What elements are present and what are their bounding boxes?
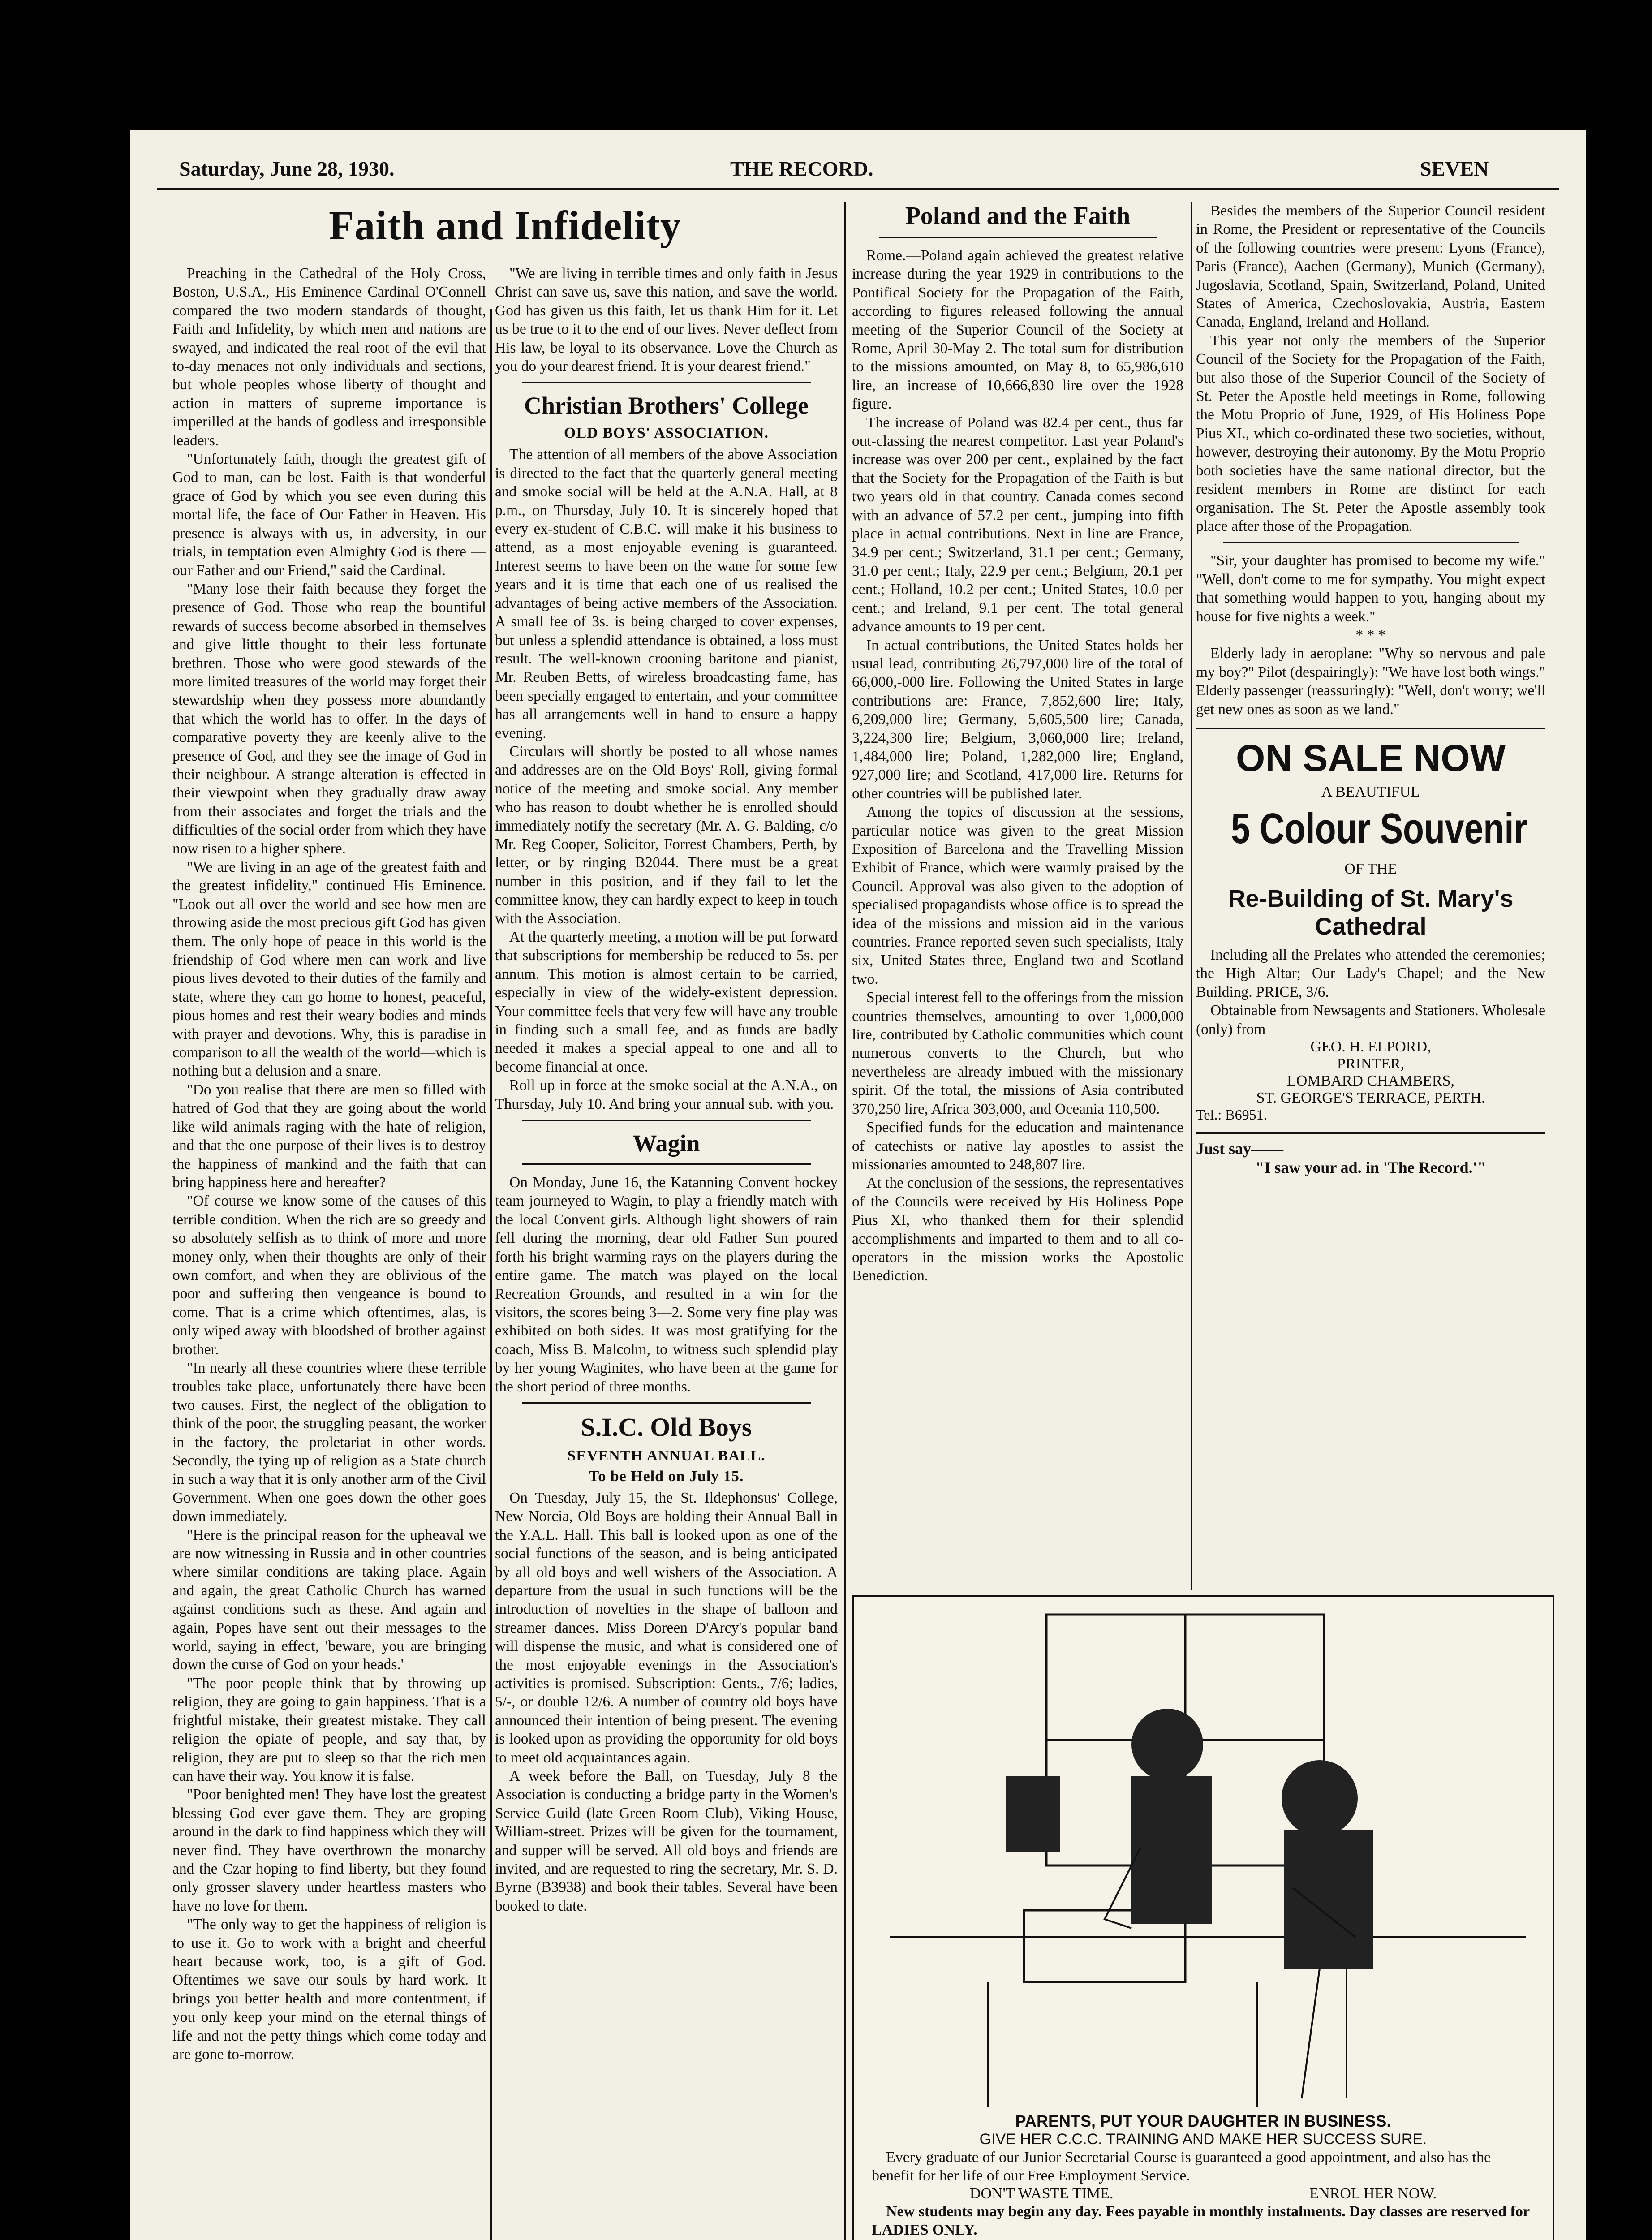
paragraph: On Monday, June 16, the Katanning Convent hockey team journeyed to Wagin, to play a friendly match with the local Convent girls. Although light showers of rain fell during the morning, dear old Father Sun poured forth his bright warming rays on the players during the entire game. The match was played on the local Recreation Grounds, and resulted in a win for the visitors, the scores being 3—2. Some very fine play was exhibited on both sides. It was most gratifying for the coach, Miss B. Malcolm, to witness such splendid play by her young Waginites, who have been at the game for the short period of three months. [495,1174,838,1395]
column-four [1196,202,1545,1177]
joke: "Sir, your daughter has promised to become my wife." "Well, don't come to me for sympathy. You might expect that something would happen to you, hanging about my house for five nights a week." [1196,552,1545,625]
souvenir-headline: ON SALE NOW [1236,737,1506,779]
paragraph: "Many lose their faith because they forget the presence of God. Those who reap the bountiful rewards of success become absorbed in themselves and give little thought to their less fortunate brethren. Those who were good stewards of the more limited treasures of the world may forget their stewardship when they possess more abundantly that which the world has to offer. In the days of comparative poverty they are keenly alive to the presence of God, and they see the image of God in their neighbour. A strange alteration is effected in their viewpoint when they gradually draw away from their associates and forget the trials and the difficulties of the social order from which they have now risen to a higher sphere. [172,580,486,857]
souvenir-big-title: 5 Colour Souvenir [1231,804,1527,853]
paragraph: Roll up in force at the smoke social at the A.N.A., on Thursday, July 10. And bring your annual sub. with you. [495,1077,838,1112]
paragraph: Preaching in the Cathedral of the Holy Cross, Boston, U.S.A., His Eminence Cardinal O'Connell compared the two modern standards of thought, Faith and Infidelity, by which men and nations are swayed, and indicated the real root of the evil that to-day menaces not only individuals and sections, but whole peoples whose liberty of thought and action in matters of supreme importance is imperilled at the hands of godless and irresponsible leaders. [172,265,486,449]
paragraph: The attention of all members of the above Association is directed to the fact that the quarterly general meeting and smoke social will be held at the A.N.A. Hall, at 8 p.m., on Thursday, July 10. It is sincerely hoped that every ex-student of C.B.C. will make it his business to attend, as a most enjoyable evening is guaranteed. Interest seems to have been on the wane for some few years and it is time that each one of us realised the advantages of being active members of the Association. A small fee of 3s. is being charged to cover expenses, but unless a splendid attendance is obtained, a loss must result. The well-known crooning baritone and pianist, Mr. Reuben Betts, of wireless broadcasting fame, has been specially engaged to entertain, and your committee has all arrangements well in hand to ensure a happy evening. [495,446,838,741]
sic-subtitle: SEVENTH ANNUAL BALL. [567,1447,766,1464]
college-ad [852,1595,1554,2240]
paragraph: Besides the members of the Superior Council resident in Rome, the President or representative of the Councils of the following countries were present: Lyons (France), Paris (France), Aachen (Germany), Munich (Germany), Jugoslavia, Scotland, Spain, Switzerland, Poland, United States of America, Czechoslovakia, Austria, Eastern Canada, England, Ireland and Holland. [1196,202,1545,331]
souvenir-line1: A BEAUTIFUL [1321,783,1420,800]
souvenir-body: Including all the Prelates who attended the ceremonies; the High Altar; Our Lady's Chapel; and the New Building. PRICE, 3/6. [1196,946,1545,1000]
paragraph: A week before the Ball, on Tuesday, July 8 the Association is conducting a bridge party in the Women's Service Guild (late Green Room Club), Viking House, William-street. Prizes will be given for the tournament, and supper will be served. All old boys and friends are invited, and are requested to ring the secretary, Mr. S. D. Byrne (B3938) and book their tables. Several have been booked to date. [495,1768,838,1914]
joke-separator: * * * [1355,626,1386,643]
souvenir-of-the: OF THE [1344,860,1397,877]
paragraph: Special interest fell to the offerings from the mission countries themselves, amounting to over 1,000,000 lire, contributed by Catholic communities which count numerous converts to the Church, but who nevertheless are already imbued with the missionary spirit. Of the total, the missions of Asia contributed 370,250 lire, Africa 303,000, and Oceania 110,500. [852,989,1183,1117]
paragraph: "Do you realise that there are men so filled with hatred of God that they are going about the world like wild animals raging with the hate of religion, and that the one purpose of their lives is to destroy the happiness of mankind and the faith that can bring happiness here and hereafter? [172,1081,486,1191]
column-rule [844,202,846,2240]
issue-date: Saturday, June 28, 1930. [179,157,395,180]
college-enrol: ENROL HER NOW. [1309,2185,1437,2202]
joke: Elderly lady in aeroplane: "Why so nervous and pale my boy?" Pilot (despairingly): "We have lost both wings." Elderly passenger (reassuringly): "Well, don't worry; we'll get new ones as soon as we land." [1196,645,1545,718]
souvenir-ad [1196,728,1545,1123]
wagin-title: Wagin [632,1130,700,1157]
column-rule [490,309,492,2240]
section-rule [879,237,1157,238]
souvenir-address2: ST. GEORGE'S TERRACE, PERTH. [1256,1090,1485,1106]
paragraph: The increase of Poland was 82.4 per cent., thus far out-classing the nearest competitor. Last year Poland's increase was over 200 per cent., explained by the fact that the Society for the Propagation of the Faith is but two years old in that country. Canada comes second with an advance of 57.2 per cent., jumping into fifth place in actual contributions. Next in line are France, 34.9 per cent.; Switzerland, 31.1 per cent.; Germany, 31.0 per cent.; Italy, 22.9 per cent.; Belgium, 20.1 per cent.; Holland, 10.2 per cent.; United States, 10.0 per cent.; and Ireland, 9.1 per cent. The total general advance amounts to 19 per cent. [852,414,1183,635]
paragraph: "The poor people think that by throwing up religion, they are going to gain happiness. That is a frightful mistake, their greatest mistake. They call religion the opiate of people, and say that, by religion, they are put to sleep so that the rich men can have their way. You know it is false. [172,1675,486,1784]
paragraph: At the quarterly meeting, a motion will be put forward that subscriptions for membership be reduced to 5s. per annum. This motion is almost certain to be carried, especially in view of the widely-existent depression. Your committee feels that very few will have any trouble in finding such a small fee, and as funds are badly needed it makes a special appeal to one and all to become financial at once. [495,929,838,1075]
paragraph: On Tuesday, July 15, the St. Ildephonsus' College, New Norcia, Old Boys are holding their Annual Ball in the Y.A.L. Hall. This ball is looked upon as one of the social functions of the season, and is being anticipated by all old boys and well wishers of the Association. A departure from the usual in such functions will be the introduction of novelties in the shape of balloon and streamer dances. Miss Doreen D'Arcy's popular band will dispense the music, and what is considered one of the most enjoyable evenings in the Association's activities is promised. Subscription: Gents., 7/6; ladies, 5/-, or double 12/6. A number of country old boys have announced their intention of being present. The evening is looked upon as providing the opportunity for old boys to meet old acquaintances again. [495,1489,838,1766]
faith-article-title-area [172,202,838,257]
souvenir-publisher: GEO. H. ELPORD, [1310,1038,1431,1055]
newspaper-page [130,130,1586,2240]
college-dont-waste: DON'T WASTE TIME. [969,2185,1114,2202]
paragraph: "The only way to get the happiness of religion is to use it. Go to work with a bright and cheerful heart because work, too, is a gift of God. Oftentimes we save our souls by hard work. It brings you better health and more contentment, if you only keep your mind on the eternal things of life and not the petty things which come today and are gone to-morrow. [172,1916,486,2063]
faith-article [172,264,486,2063]
column-rule [1191,202,1192,1590]
sic-date: To be Held on July 15. [589,1468,744,1485]
section-rule [522,1120,811,1121]
section-rule [522,1402,811,1404]
paragraph: Circulars will shortly be posted to all whose names and addresses are on the Old Boys' Roll, giving formal notice of the meeting and smoke social. Any member who has reason to doubt whether he is enrolled should immediately notify the secretary (Mr. A. G. Balding, c/o Mr. Reg Cooper, Solicitor, Forrest Chambers, Perth, by letter, or by ringing B2044. There must be a great number in this position, and if they fail to let the committee know, they can hardly expect to keep in touch with the Association. [495,743,838,927]
souvenir-subject: Re-Building of St. Mary's Cathedral [1228,885,1514,940]
faith-title: Faith and Infidelity [329,202,681,248]
header-rule [157,188,1559,190]
college-ad-text [854,2112,1553,2240]
section-rule [1223,542,1519,543]
section-rule [522,1163,811,1165]
cbc-title: Christian Brothers' College [524,392,809,419]
paragraph: "In nearly all these countries where these terrible troubles take place, unfortunately there have been two causes. First, the neglect of the obligation to think of the poor, the struggling peasant, the worker in the factory, the proletariat in other words. Secondly, the tying up of religion as a State church in such a way that it is only another arm of the Civil Government. When one goes down the other goes down immediately. [172,1359,486,1525]
paragraph: "Unfortunately faith, though the greatest gift of God to man, can be lost. Faith is that wonderful grace of God by which you see even during this mortal life, the face of Our Father in Heaven. His presence is always with us, in adversity, in our trials, in temptation even Almighty God is there —our Father and our Friend," said the Cardinal. [172,451,486,579]
paragraph: "Of course we know some of the causes of this terrible condition. When the rich are so greedy and so absolutely selfish as to think of more and more money only, when their thoughts are only of their own comfort, and when they are oblivious of the poor and suffering then vengeance is bound to come. That is a crime which oftentimes, alas, is only wiped away with bloodshed of brother against brother. [172,1193,486,1358]
typist-illustration [854,1597,1544,2112]
just-say-box [1196,1132,1545,1177]
just-say-line2: "I saw your ad. in 'The Record.'" [1255,1159,1486,1176]
paragraph: "We are living in terrible times and only faith in Jesus Christ can save us, save this nation, and save the world. God has given us this faith, let us thank Him for it. Let us be true to it to the end of our lives. Never deflect from His law, be loyal to its observance. Love the Church as you do your dearest friend. It is your dearest friend." [495,265,838,375]
just-say-line1: Just say—— [1196,1140,1284,1158]
college-new-students: New students may begin any day. Fees payable in monthly instalments. Day classes are reserved for LADIES ONLY. [872,2203,1530,2239]
souvenir-obtainable: Obtainable from Newsagents and Stationers. Wholesale (only) from [1196,1002,1545,1038]
paragraph: Specified funds for the education and maintenance of catechists or native lay apostles to assist the missionaries amounted to 248,807 lire. [852,1119,1183,1173]
souvenir-printer: PRINTER, [1337,1055,1405,1072]
column-two [495,264,838,1915]
poland-title: Poland and the Faith [905,202,1131,230]
masthead: THE RECORD. [730,157,873,180]
section-rule [522,382,811,383]
college-headline: PARENTS, PUT YOUR DAUGHTER IN BUSINESS. [1015,2112,1391,2130]
cbc-subtitle: OLD BOYS' ASSOCIATION. [564,425,769,442]
paragraph: This year not only the members of the Superior Council of the Society for the Propagation of the Faith, but also those of the Superior Council of the Society of St. Peter the Apostle held meetings in Rome, following the Motu Proprio of June, 1929, of His Holiness Pope Pius XI., which co-ordinated these two societies, without, however, destroying their autonomy. By the Motu Proprio both societies have the same national director, but the resident members in Rome are distinct for each organisation. The St. Peter the Apostle assembly took place after those of the Propagation. [1196,332,1545,534]
sic-title: S.I.C. Old Boys [581,1412,752,1442]
paragraph: "We are living in an age of the greatest faith and the greatest infidelity," continued His Eminence. "Look out all over the world and see how men are throwing aside the most precious gift God has given them. The only hope of peace in this world is the friendship of God where men can work and live pious lives devoted to their duties of the family and state, where they can go home to honest, peaceful, pious homes and rest their weary bodies and minds with prayer and devotions. Why, this is paradise in comparison to all the wealth of the world—which is nothing but a delusion and a snare. [172,859,486,1080]
souvenir-tel: Tel.: B6951. [1196,1107,1267,1123]
paragraph: "Here is the principal reason for the upheaval we are now witnessing in Russia and in other countries where similar conditions are taking place. Again and again, the great Catholic Church has warned against conditions such as these. And again and again, Popes have sent out their messages to the world, saying in effect, 'beware, you are bringing down the curse of God on your heads.' [172,1526,486,1673]
college-body: Every graduate of our Junior Secretarial Course is guaranteed a good appointment, and also has the benefit for her life of our Free Employment Service. [872,2149,1491,2184]
paragraph: In actual contributions, the United States holds her usual lead, contributing 26,797,000 lire of the total of 66,000,-000 lire. Following the United States in large contributions are: France, 7,852,600 lire; Italy, 6,209,000 lire; Germany, 5,605,500 lire; Canada, 3,224,300 lire; Belgium, 3,060,000 lire; Ireland, 1,484,000 lire; Poland, 1,282,000 lire; England, 927,000 lire; and Scotland, 417,000 lire. Returns for other countries will be published later. [852,637,1183,802]
paragraph: At the conclusion of the sessions, the representatives of the Councils were received by His Holiness Pope Pius XI, who thanked them for their splendid accomplishments and imparted to them and to all co-operators in the mission works the Apostolic Benediction. [852,1175,1183,1284]
souvenir-address1: LOMBARD CHAMBERS, [1286,1073,1455,1089]
college-line2: GIVE HER C.C.C. TRAINING AND MAKE HER SUCCESS SURE. [979,2131,1427,2148]
paragraph: "Poor benighted men! They have lost the greatest blessing God ever gave them. They are groping around in the dark to find happiness which they will never find. They have overthrown the monarchy and the Czar hoping to find liberty, but they found only grosser slavery under heartless masters who have no love for them. [172,1786,486,1914]
college-cta-row [872,2185,1535,2202]
poland-article [852,202,1183,1285]
paragraph: Among the topics of discussion at the sessions, particular notice was given to the great Mission Exposition of Barcelona and the Travelling Mission Exhibit of France, which were warmly praised by the Council. Approval was also given to the adoption of specialised propagandists whose office is to spread the idea of the missions and mission aid in the various countries. France reported seven such specialists, Italy six, United States three, England two and Scotland two. [852,804,1183,987]
page-number: SEVEN [1420,157,1489,180]
paragraph: Rome.—Poland again achieved the greatest relative increase during the year 1929 in contributions to the Pontifical Society for the Propagation of the Faith, according to figures released following the annual meeting of the Superior Council of the Society at Rome, April 30-May 2. The total sum for distribution to the missions amounted, on May 8, to 65,986,610 lire, an increase of 10,666,830 lire over the 1928 figure. [852,247,1183,413]
